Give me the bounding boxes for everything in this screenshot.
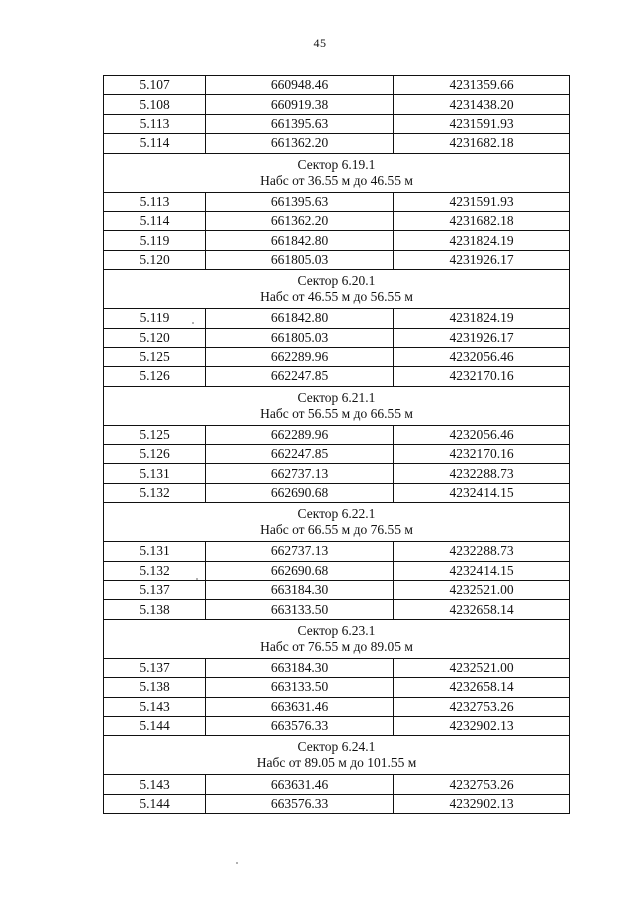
sector-header-row	[104, 503, 570, 542]
x-coordinate-cell: 660948.46	[206, 76, 394, 95]
table-row	[104, 347, 570, 366]
point-id-cell: 5.137	[104, 658, 206, 677]
sector-header-cell	[104, 386, 570, 425]
y-coordinate-cell: 4232288.73	[394, 464, 570, 483]
x-coordinate-cell: 660919.38	[206, 95, 394, 114]
point-id-cell: 5.132	[104, 561, 206, 580]
point-id-cell: 5.144	[104, 716, 206, 735]
point-id-cell: 5.107	[104, 76, 206, 95]
table-row	[104, 581, 570, 600]
y-coordinate-cell: 4231926.17	[394, 250, 570, 269]
point-id-cell: 5.132	[104, 483, 206, 502]
y-coordinate-cell: 4231591.93	[394, 192, 570, 211]
table-row	[104, 309, 570, 328]
table-row	[104, 716, 570, 735]
x-coordinate-cell: 662247.85	[206, 367, 394, 386]
point-id-cell: 5.137	[104, 581, 206, 600]
x-coordinate-cell: 663133.50	[206, 678, 394, 697]
y-coordinate-cell: 4232753.26	[394, 697, 570, 716]
table-row	[104, 600, 570, 619]
sector-height-range: Набс от 89.05 м до 101.55 м	[256, 755, 417, 771]
x-coordinate-cell: 661395.63	[206, 192, 394, 211]
x-coordinate-cell: 661362.20	[206, 211, 394, 230]
y-coordinate-cell: 4231591.93	[394, 114, 570, 133]
table-row	[104, 231, 570, 250]
x-coordinate-cell: 662247.85	[206, 445, 394, 464]
x-coordinate-cell: 663631.46	[206, 775, 394, 794]
x-coordinate-cell: 662289.96	[206, 347, 394, 366]
coordinates-table	[103, 75, 570, 814]
point-id-cell: 5.143	[104, 697, 206, 716]
y-coordinate-cell: 4232902.13	[394, 716, 570, 735]
table-row	[104, 192, 570, 211]
sector-height-range: Набс от 36.55 м до 46.55 м	[260, 172, 413, 188]
sector-header-row	[104, 270, 570, 309]
x-coordinate-cell: 661362.20	[206, 134, 394, 153]
table-row	[104, 794, 570, 813]
table-row	[104, 134, 570, 153]
sector-height-range: Набс от 56.55 м до 66.55 м	[260, 405, 413, 421]
point-id-cell: 5.126	[104, 367, 206, 386]
y-coordinate-cell: 4232658.14	[394, 678, 570, 697]
y-coordinate-cell: 4232414.15	[394, 561, 570, 580]
table-row	[104, 445, 570, 464]
x-coordinate-cell: 663631.46	[206, 697, 394, 716]
y-coordinate-cell: 4231824.19	[394, 231, 570, 250]
sector-header-row	[104, 386, 570, 425]
y-coordinate-cell: 4232753.26	[394, 775, 570, 794]
y-coordinate-cell: 4232288.73	[394, 542, 570, 561]
x-coordinate-cell: 661842.80	[206, 231, 394, 250]
sector-height-range: Набс от 46.55 м до 56.55 м	[260, 289, 413, 305]
sector-header-cell	[104, 619, 570, 658]
sector-title: Сектор 6.22.1	[297, 506, 376, 522]
x-coordinate-cell: 661842.80	[206, 309, 394, 328]
point-id-cell: 5.125	[104, 425, 206, 444]
sector-title: Сектор 6.20.1	[297, 273, 376, 289]
table-row	[104, 542, 570, 561]
point-id-cell: 5.108	[104, 95, 206, 114]
point-id-cell: 5.113	[104, 192, 206, 211]
table-row	[104, 678, 570, 697]
sector-title: Сектор 6.19.1	[297, 156, 376, 172]
sector-header-row	[104, 619, 570, 658]
y-coordinate-cell: 4231359.66	[394, 76, 570, 95]
x-coordinate-cell: 663184.30	[206, 658, 394, 677]
x-coordinate-cell: 663576.33	[206, 716, 394, 735]
x-coordinate-cell: 662690.68	[206, 483, 394, 502]
point-id-cell: 5.126	[104, 445, 206, 464]
x-coordinate-cell: 662737.13	[206, 542, 394, 561]
table-row	[104, 328, 570, 347]
x-coordinate-cell: 661395.63	[206, 114, 394, 133]
sector-title: Сектор 6.24.1	[297, 739, 376, 755]
sector-title: Сектор 6.23.1	[297, 622, 376, 638]
y-coordinate-cell: 4231824.19	[394, 309, 570, 328]
table-row	[104, 483, 570, 502]
y-coordinate-cell: 4231682.18	[394, 134, 570, 153]
sector-header-cell	[104, 736, 570, 775]
sector-height-range: Набс от 66.55 м до 76.55 м	[260, 522, 413, 538]
point-id-cell: 5.131	[104, 464, 206, 483]
table-row	[104, 697, 570, 716]
y-coordinate-cell: 4232902.13	[394, 794, 570, 813]
coordinates-table-body	[104, 76, 570, 814]
y-coordinate-cell: 4232170.16	[394, 445, 570, 464]
table-row	[104, 658, 570, 677]
x-coordinate-cell: 662289.96	[206, 425, 394, 444]
table-row	[104, 775, 570, 794]
point-id-cell: 5.120	[104, 328, 206, 347]
x-coordinate-cell: 663133.50	[206, 600, 394, 619]
table-row	[104, 250, 570, 269]
point-id-cell: 5.131	[104, 542, 206, 561]
table-row	[104, 211, 570, 230]
x-coordinate-cell: 661805.03	[206, 328, 394, 347]
sector-header-cell	[104, 503, 570, 542]
point-id-cell: 5.138	[104, 600, 206, 619]
table-row	[104, 95, 570, 114]
y-coordinate-cell: 4231438.20	[394, 95, 570, 114]
x-coordinate-cell: 663576.33	[206, 794, 394, 813]
x-coordinate-cell: 663184.30	[206, 581, 394, 600]
scan-speck	[192, 322, 194, 324]
y-coordinate-cell: 4231682.18	[394, 211, 570, 230]
point-id-cell: 5.144	[104, 794, 206, 813]
point-id-cell: 5.113	[104, 114, 206, 133]
sector-title: Сектор 6.21.1	[297, 389, 376, 405]
point-id-cell: 5.114	[104, 211, 206, 230]
point-id-cell: 5.119	[104, 309, 206, 328]
point-id-cell: 5.114	[104, 134, 206, 153]
y-coordinate-cell: 4232056.46	[394, 425, 570, 444]
table-row	[104, 425, 570, 444]
x-coordinate-cell: 662737.13	[206, 464, 394, 483]
y-coordinate-cell: 4231926.17	[394, 328, 570, 347]
point-id-cell: 5.138	[104, 678, 206, 697]
y-coordinate-cell: 4232521.00	[394, 658, 570, 677]
point-id-cell: 5.119	[104, 231, 206, 250]
scan-speck	[196, 578, 198, 580]
sector-header-cell	[104, 153, 570, 192]
y-coordinate-cell: 4232170.16	[394, 367, 570, 386]
table-row	[104, 367, 570, 386]
page-number: 45	[313, 36, 327, 50]
scan-speck	[236, 862, 238, 864]
point-id-cell: 5.143	[104, 775, 206, 794]
sector-height-range: Набс от 76.55 м до 89.05 м	[260, 638, 413, 654]
point-id-cell: 5.120	[104, 250, 206, 269]
sector-header-row	[104, 153, 570, 192]
table-row	[104, 561, 570, 580]
y-coordinate-cell: 4232414.15	[394, 483, 570, 502]
table-row	[104, 464, 570, 483]
y-coordinate-cell: 4232658.14	[394, 600, 570, 619]
y-coordinate-cell: 4232521.00	[394, 581, 570, 600]
table-row	[104, 114, 570, 133]
sector-header-row	[104, 736, 570, 775]
sector-header-cell	[104, 270, 570, 309]
x-coordinate-cell: 662690.68	[206, 561, 394, 580]
y-coordinate-cell: 4232056.46	[394, 347, 570, 366]
point-id-cell: 5.125	[104, 347, 206, 366]
table-row	[104, 76, 570, 95]
x-coordinate-cell: 661805.03	[206, 250, 394, 269]
